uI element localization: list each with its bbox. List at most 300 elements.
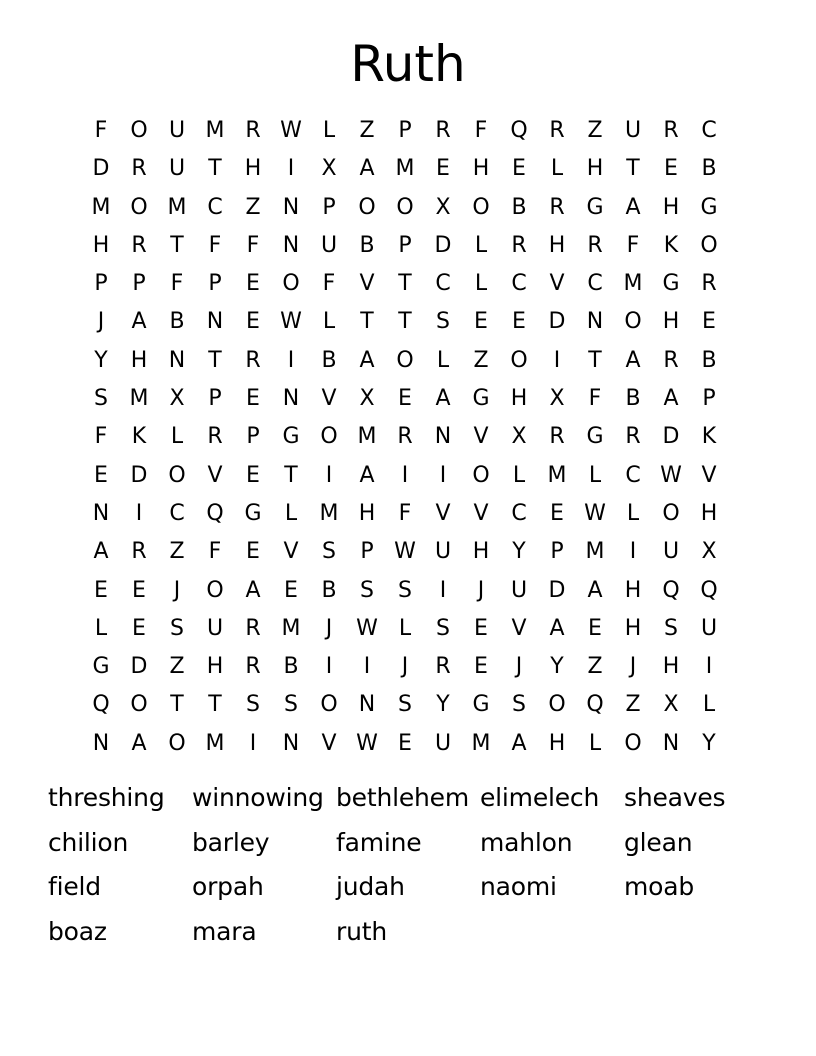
- grid-row: [82, 725, 728, 763]
- grid-row: [82, 265, 728, 303]
- word-item: elimelech: [480, 783, 600, 812]
- grid-letter: G: [92, 654, 110, 680]
- grid-letter: N: [282, 730, 300, 756]
- grid-letter: A: [359, 462, 375, 488]
- grid-letter: D: [92, 156, 110, 182]
- grid-letter: P: [208, 386, 222, 412]
- grid-letter: A: [549, 615, 565, 641]
- grid-letter: S: [284, 692, 298, 718]
- grid-letter: Z: [359, 118, 375, 143]
- grid-letter: E: [664, 156, 678, 182]
- grid-letter: R: [245, 654, 261, 680]
- grid-letter: M: [319, 500, 339, 526]
- grid-letter: F: [474, 118, 488, 143]
- grid-letter: R: [549, 118, 565, 143]
- grid-letter: O: [624, 309, 642, 335]
- grid-letter: A: [511, 730, 527, 756]
- grid-letter: N: [282, 194, 300, 220]
- grid-letter: R: [549, 424, 565, 450]
- grid-letter: Q: [586, 692, 604, 718]
- grid-letter: U: [168, 156, 186, 182]
- grid-letter: C: [435, 271, 451, 297]
- word-item: winnowing: [192, 783, 324, 812]
- grid-letter: X: [359, 386, 375, 412]
- grid-letter: M: [471, 730, 491, 756]
- grid-letter: P: [398, 232, 412, 258]
- grid-letter: A: [587, 577, 603, 603]
- grid-letter: H: [510, 386, 528, 412]
- grid-letter: D: [548, 309, 566, 335]
- grid-letter: H: [700, 500, 718, 526]
- grid-letter: H: [662, 654, 680, 680]
- word-item: ruth: [336, 917, 387, 947]
- grid-letter: H: [662, 309, 680, 335]
- grid-letter: Z: [169, 539, 185, 565]
- grid-letter: H: [358, 500, 376, 526]
- grid-letter: U: [510, 577, 528, 603]
- grid-letter: J: [97, 309, 105, 335]
- grid-letter: B: [701, 156, 717, 182]
- grid-letter: R: [663, 118, 679, 143]
- grid-letter: S: [512, 692, 526, 718]
- grid-letter: X: [511, 424, 527, 450]
- grid-letter: I: [705, 654, 713, 680]
- grid-letter: F: [398, 500, 412, 526]
- grid-letter: F: [208, 539, 222, 565]
- grid-letter: S: [436, 309, 450, 335]
- grid-letter: F: [322, 271, 336, 297]
- grid-letter: I: [439, 462, 447, 488]
- grid-letter: V: [207, 462, 223, 488]
- grid-letter: R: [587, 232, 603, 258]
- grid-letter: H: [206, 654, 224, 680]
- grid-row: [82, 227, 728, 265]
- grid-letter: F: [170, 271, 184, 297]
- word-item: boaz: [48, 917, 107, 947]
- grid-letter: C: [625, 462, 641, 488]
- grid-letter: J: [477, 577, 485, 603]
- grid-letter: Z: [587, 654, 603, 680]
- grid-letter: J: [173, 577, 181, 603]
- grid-letter: T: [170, 232, 184, 258]
- grid-letter: J: [401, 654, 409, 680]
- grid-letter: G: [244, 500, 262, 526]
- grid-letter: X: [321, 156, 337, 182]
- word-item: orpah: [192, 872, 264, 902]
- grid-letter: L: [588, 730, 602, 756]
- grid-letter: N: [92, 730, 110, 756]
- grid-letter: M: [205, 118, 225, 143]
- grid-letter: U: [662, 539, 680, 565]
- grid-letter: I: [553, 347, 561, 373]
- grid-letter: G: [586, 424, 604, 450]
- grid-letter: E: [702, 309, 716, 335]
- word-item: judah: [336, 872, 405, 902]
- grid-letter: T: [626, 156, 640, 182]
- word-item: sheaves: [624, 783, 726, 812]
- grid-letter: E: [550, 500, 564, 526]
- grid-letter: E: [246, 386, 260, 412]
- grid-letter: H: [548, 730, 566, 756]
- grid-letter: I: [439, 577, 447, 603]
- grid-letter: L: [512, 462, 526, 488]
- grid-letter: V: [283, 539, 299, 565]
- grid-letter: V: [321, 730, 337, 756]
- grid-letter: O: [396, 194, 414, 220]
- grid-letter: P: [208, 271, 222, 297]
- grid-letter: B: [511, 194, 527, 220]
- word-item: moab: [624, 872, 695, 902]
- grid-letter: A: [435, 386, 451, 412]
- grid-letter: B: [701, 347, 717, 373]
- grid-letter: J: [515, 654, 523, 680]
- grid-row: [82, 150, 728, 188]
- grid-letter: N: [92, 500, 110, 526]
- grid-row: [82, 112, 728, 150]
- word-item: chilion: [48, 827, 129, 857]
- grid-letter: Q: [206, 500, 224, 526]
- grid-letter: M: [281, 615, 301, 641]
- grid-letter: Q: [510, 118, 528, 143]
- word-list-row: [48, 776, 768, 821]
- grid-letter: H: [244, 156, 262, 182]
- grid-letter: R: [245, 118, 261, 143]
- grid-letter: T: [208, 156, 222, 182]
- grid-letter: L: [94, 615, 108, 641]
- grid-letter: F: [208, 232, 222, 258]
- grid-letter: B: [625, 386, 641, 412]
- grid-letter: H: [472, 156, 490, 182]
- grid-letter: E: [246, 462, 260, 488]
- grid-letter: D: [130, 654, 148, 680]
- grid-letter: G: [662, 271, 680, 297]
- grid-row: [82, 457, 728, 495]
- grid-letter: N: [358, 692, 376, 718]
- grid-row: [82, 610, 728, 648]
- grid-letter: R: [131, 156, 147, 182]
- grid-letter: S: [398, 577, 412, 603]
- grid-letter: V: [473, 500, 489, 526]
- grid-letter: Z: [587, 118, 603, 143]
- grid-letter: U: [434, 539, 452, 565]
- grid-letter: E: [398, 386, 412, 412]
- grid-letter: I: [135, 500, 143, 526]
- word-list: [48, 776, 768, 955]
- grid-letter: S: [94, 386, 108, 412]
- grid-letter: L: [322, 309, 336, 335]
- grid-letter: E: [132, 577, 146, 603]
- grid-letter: C: [169, 500, 185, 526]
- grid-letter: D: [434, 232, 452, 258]
- grid-letter: B: [359, 232, 375, 258]
- grid-letter: P: [398, 118, 412, 143]
- grid-letter: E: [246, 271, 260, 297]
- grid-letter: E: [474, 615, 488, 641]
- grid-letter: W: [280, 309, 302, 335]
- grid-letter: R: [549, 194, 565, 220]
- grid-letter: V: [511, 615, 527, 641]
- grid-letter: H: [130, 347, 148, 373]
- grid-letter: M: [167, 194, 187, 220]
- grid-letter: S: [170, 615, 184, 641]
- grid-letter: O: [130, 118, 148, 143]
- word-item: bethlehem: [336, 783, 470, 812]
- grid-letter: L: [436, 347, 450, 373]
- grid-letter: Z: [473, 347, 489, 373]
- grid-letter: M: [547, 462, 567, 488]
- grid-letter: O: [396, 347, 414, 373]
- grid-row: [82, 495, 728, 533]
- word-list-row: [48, 865, 768, 910]
- grid-letter: A: [359, 347, 375, 373]
- grid-letter: L: [398, 615, 412, 641]
- grid-letter: S: [360, 577, 374, 603]
- grid-letter: O: [130, 194, 148, 220]
- grid-letter: G: [472, 386, 490, 412]
- grid-letter: K: [131, 424, 147, 450]
- grid-letter: M: [623, 271, 643, 297]
- grid-letter: H: [92, 232, 110, 258]
- grid-letter: Q: [662, 577, 680, 603]
- grid-letter: D: [548, 577, 566, 603]
- grid-letter: N: [282, 386, 300, 412]
- grid-letter: U: [168, 118, 186, 143]
- grid-letter: H: [662, 194, 680, 220]
- grid-letter: O: [320, 424, 338, 450]
- grid-letter: P: [94, 271, 108, 297]
- grid-letter: W: [280, 118, 302, 143]
- grid-letter: E: [436, 156, 450, 182]
- letter-grid: [82, 112, 728, 763]
- grid-letter: I: [287, 156, 295, 182]
- grid-letter: X: [701, 539, 717, 565]
- grid-letter: Y: [94, 347, 108, 373]
- grid-letter: V: [473, 424, 489, 450]
- grid-letter: D: [130, 462, 148, 488]
- grid-letter: G: [586, 194, 604, 220]
- grid-letter: E: [398, 730, 412, 756]
- grid-letter: P: [246, 424, 260, 450]
- grid-letter: X: [435, 194, 451, 220]
- grid-row: [82, 189, 728, 227]
- grid-letter: I: [249, 730, 257, 756]
- grid-letter: A: [131, 730, 147, 756]
- grid-letter: O: [130, 692, 148, 718]
- grid-letter: O: [168, 462, 186, 488]
- grid-letter: W: [394, 539, 416, 565]
- grid-letter: T: [170, 692, 184, 718]
- grid-letter: O: [510, 347, 528, 373]
- grid-letter: D: [662, 424, 680, 450]
- grid-letter: P: [550, 539, 564, 565]
- grid-letter: E: [94, 577, 108, 603]
- word-item: mahlon: [480, 827, 573, 857]
- grid-letter: E: [246, 309, 260, 335]
- grid-letter: L: [170, 424, 184, 450]
- word-item: field: [48, 872, 101, 902]
- grid-letter: V: [359, 271, 375, 297]
- grid-letter: L: [322, 118, 336, 143]
- grid-letter: T: [588, 347, 602, 373]
- grid-letter: Z: [245, 194, 261, 220]
- grid-letter: A: [625, 347, 641, 373]
- grid-letter: Q: [92, 692, 110, 718]
- grid-letter: S: [398, 692, 412, 718]
- grid-letter: R: [207, 424, 223, 450]
- grid-letter: V: [435, 500, 451, 526]
- grid-letter: Y: [512, 539, 526, 565]
- grid-letter: C: [511, 500, 527, 526]
- grid-letter: A: [625, 194, 641, 220]
- grid-letter: Q: [700, 577, 718, 603]
- grid-letter: O: [206, 577, 224, 603]
- grid-letter: R: [701, 271, 717, 297]
- grid-letter: F: [626, 232, 640, 258]
- grid-letter: E: [474, 309, 488, 335]
- grid-row: [82, 342, 728, 380]
- grid-letter: M: [357, 424, 377, 450]
- grid-letter: F: [246, 232, 260, 258]
- word-list-row: [48, 910, 768, 955]
- grid-letter: O: [472, 462, 490, 488]
- grid-letter: W: [660, 462, 682, 488]
- word-item: threshing: [48, 783, 165, 812]
- grid-letter: C: [511, 271, 527, 297]
- grid-letter: V: [321, 386, 337, 412]
- grid-letter: W: [356, 615, 378, 641]
- grid-letter: L: [284, 500, 298, 526]
- grid-letter: T: [208, 347, 222, 373]
- grid-letter: R: [435, 118, 451, 143]
- grid-letter: N: [282, 232, 300, 258]
- grid-letter: G: [282, 424, 300, 450]
- grid-letter: L: [474, 271, 488, 297]
- grid-letter: C: [587, 271, 603, 297]
- grid-letter: R: [245, 615, 261, 641]
- grid-row: [82, 648, 728, 686]
- grid-letter: R: [435, 654, 451, 680]
- grid-letter: Y: [702, 730, 716, 756]
- grid-letter: G: [472, 692, 490, 718]
- grid-letter: M: [205, 730, 225, 756]
- grid-letter: Y: [550, 654, 564, 680]
- grid-letter: H: [624, 615, 642, 641]
- word-item: naomi: [480, 872, 557, 902]
- grid-letter: U: [624, 118, 642, 143]
- grid-letter: I: [629, 539, 637, 565]
- grid-letter: E: [474, 654, 488, 680]
- grid-letter: X: [663, 692, 679, 718]
- word-list-row: [48, 821, 768, 866]
- word-item: mara: [192, 917, 257, 947]
- grid-letter: F: [94, 424, 108, 450]
- grid-row: [82, 533, 728, 571]
- grid-letter: M: [585, 539, 605, 565]
- grid-letter: R: [397, 424, 413, 450]
- grid-letter: P: [360, 539, 374, 565]
- grid-letter: I: [287, 347, 295, 373]
- grid-letter: M: [395, 156, 415, 182]
- grid-letter: K: [663, 232, 679, 258]
- grid-letter: L: [474, 232, 488, 258]
- grid-letter: R: [131, 539, 147, 565]
- grid-letter: S: [664, 615, 678, 641]
- grid-letter: H: [586, 156, 604, 182]
- grid-row: [82, 572, 728, 610]
- grid-letter: I: [325, 462, 333, 488]
- grid-letter: K: [701, 424, 717, 450]
- grid-letter: F: [94, 118, 108, 143]
- grid-letter: A: [131, 309, 147, 335]
- grid-row: [82, 418, 728, 456]
- grid-letter: C: [207, 194, 223, 220]
- grid-letter: T: [208, 692, 222, 718]
- grid-letter: O: [358, 194, 376, 220]
- grid-letter: O: [320, 692, 338, 718]
- grid-row: [82, 686, 728, 724]
- grid-letter: T: [398, 309, 412, 335]
- grid-letter: M: [129, 386, 149, 412]
- grid-letter: C: [701, 118, 717, 143]
- grid-letter: S: [436, 615, 450, 641]
- grid-letter: O: [548, 692, 566, 718]
- grid-letter: B: [321, 347, 337, 373]
- grid-letter: B: [283, 654, 299, 680]
- grid-letter: R: [625, 424, 641, 450]
- grid-letter: E: [284, 577, 298, 603]
- grid-letter: T: [284, 462, 298, 488]
- grid-letter: B: [321, 577, 337, 603]
- grid-letter: T: [360, 309, 374, 335]
- grid-letter: L: [588, 462, 602, 488]
- grid-letter: N: [206, 309, 224, 335]
- grid-row: [82, 380, 728, 418]
- grid-letter: I: [363, 654, 371, 680]
- grid-letter: W: [584, 500, 606, 526]
- grid-letter: U: [320, 232, 338, 258]
- grid-letter: V: [549, 271, 565, 297]
- grid-letter: I: [401, 462, 409, 488]
- grid-letter: V: [701, 462, 717, 488]
- grid-letter: J: [325, 615, 333, 641]
- grid-letter: Y: [436, 692, 450, 718]
- grid-letter: R: [663, 347, 679, 373]
- grid-letter: E: [132, 615, 146, 641]
- grid-letter: P: [322, 194, 336, 220]
- grid-letter: Z: [625, 692, 641, 718]
- grid-letter: F: [588, 386, 602, 412]
- grid-letter: S: [246, 692, 260, 718]
- grid-letter: G: [700, 194, 718, 220]
- grid-letter: P: [702, 386, 716, 412]
- grid-letter: B: [169, 309, 185, 335]
- grid-letter: O: [282, 271, 300, 297]
- grid-letter: O: [662, 500, 680, 526]
- grid-letter: A: [245, 577, 261, 603]
- grid-letter: I: [325, 654, 333, 680]
- grid-letter: E: [512, 309, 526, 335]
- grid-letter: N: [662, 730, 680, 756]
- word-item: barley: [192, 827, 270, 857]
- grid-letter: U: [206, 615, 224, 641]
- grid-letter: U: [434, 730, 452, 756]
- grid-letter: A: [359, 156, 375, 182]
- grid-letter: O: [168, 730, 186, 756]
- grid-letter: W: [356, 730, 378, 756]
- grid-letter: J: [629, 654, 637, 680]
- grid-letter: A: [93, 539, 109, 565]
- grid-letter: L: [550, 156, 564, 182]
